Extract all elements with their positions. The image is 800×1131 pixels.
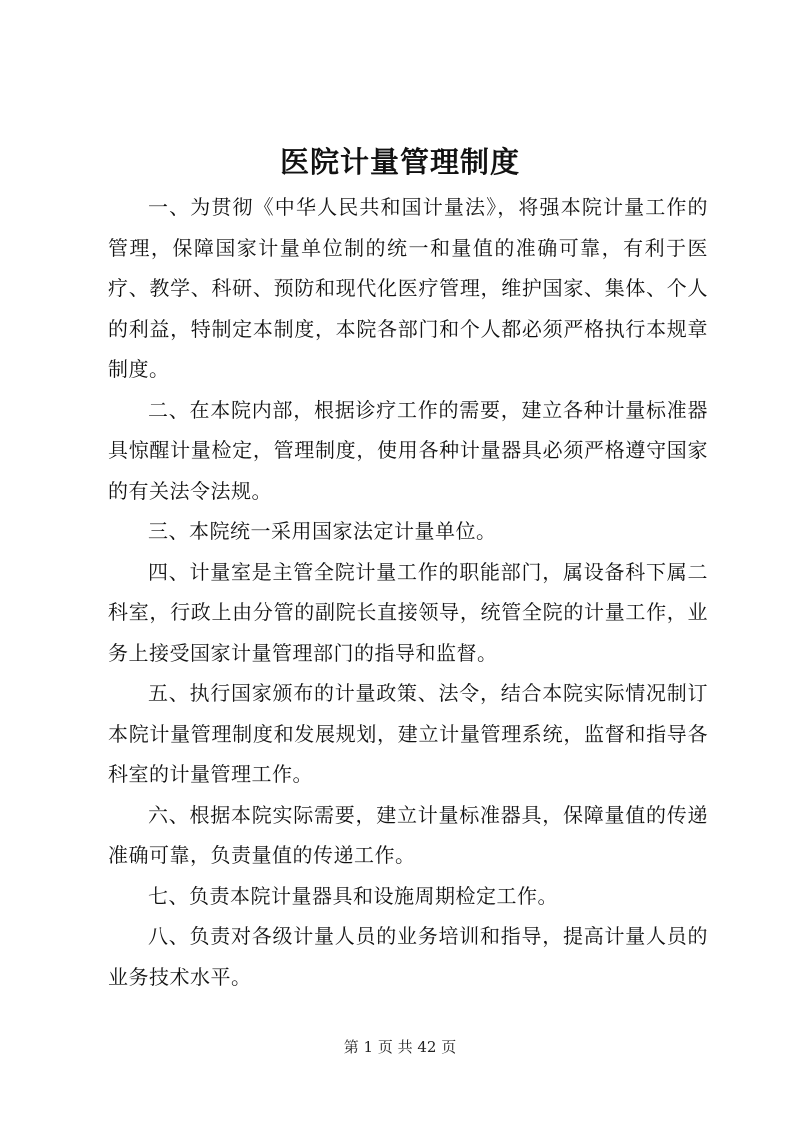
paragraph-4: 四、计量室是主管全院计量工作的职能部门，属设备科下属二科室，行政上由分管的副院长直接领导，统管全院的计量工作，业务上接受国家计量管理部门的指导和监督。	[108, 559, 708, 665]
paragraph-7: 七、负责本院计量器具和设施周期检定工作。	[148, 883, 558, 908]
paragraph-6: 六、根据本院实际需要，建立计量标准器具，保障量值的传递准确可靠，负责量值的传递工作。	[108, 802, 708, 867]
paragraph-3: 三、本院统一采用国家法定计量单位。	[148, 519, 497, 543]
document-body	[108, 187, 708, 997]
paragraph-5: 五、执行国家颁布的计量政策、法令，结合本院实际情况制订本院计量管理制度和发展规划，建立计量管理系统，监督和指导各科室的计量管理工作。	[108, 681, 708, 786]
page-footer: 第 1 页 共 42 页	[343, 1038, 457, 1056]
paragraph-1: 一、为贯彻《中华人民共和国计量法》，将强本院计量工作的管理，保障国家计量单位制的统一和量值的准确可靠，有利于医疗、教学、科研、预防和现代化医疗管理，维护国家、集体、个人的利益，特制定本制度，本院各部门和个人都必须严格执行本规章制度。	[108, 195, 708, 381]
paragraph-2: 二、在本院内部，根据诊疗工作的需要，建立各种计量标准器具惊醒计量检定，管理制度，使用各种计量器具必须严格遵守国家的有关法令法规。	[108, 397, 708, 503]
paragraph-8: 八、负责对各级计量人员的业务培训和指导，提高计量人员的业务技术水平。	[108, 924, 708, 989]
document-title: 医院计量管理制度	[279, 145, 520, 179]
